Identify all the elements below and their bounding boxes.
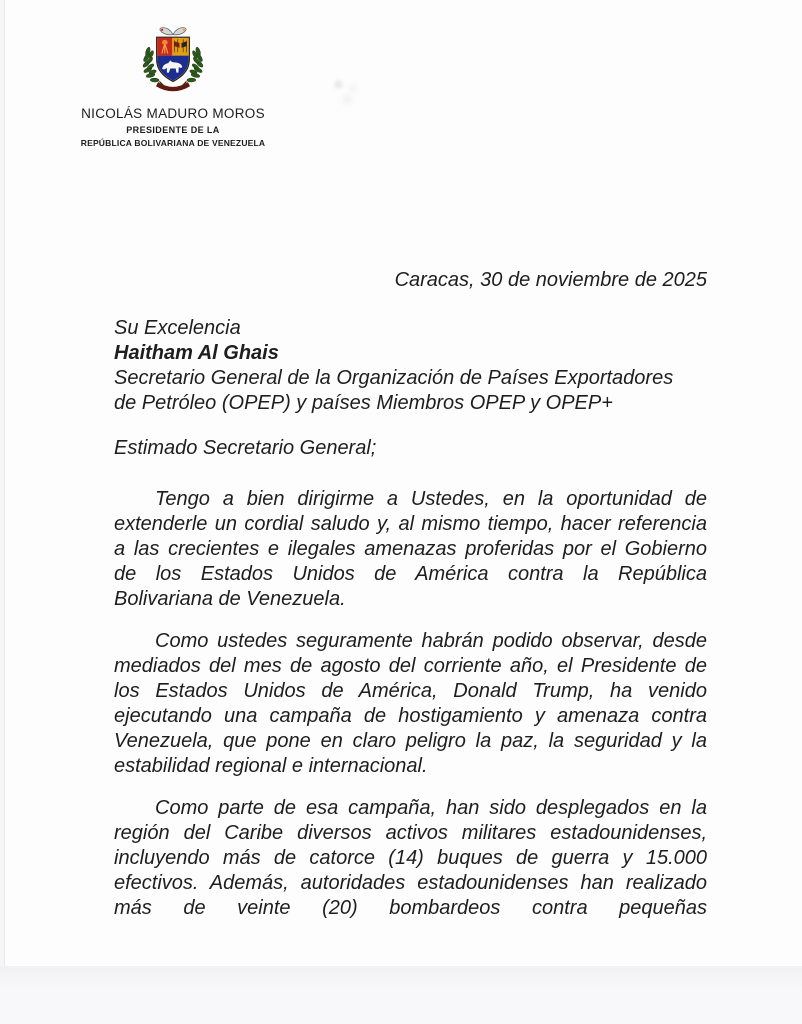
recipient-block (114, 316, 707, 416)
letterhead (62, 24, 284, 148)
paragraph-1 (114, 487, 707, 612)
recipient-title-line1: Secretario General de la Organización de Países Exportadores (114, 367, 674, 389)
paragraph-line: los Estados Unidos de América, Donald Trump, ha venido (114, 680, 707, 702)
letter-body (114, 268, 707, 921)
paragraph-line: región del Caribe diversos activos militares estadounidenses, (114, 822, 707, 844)
paragraph-line: extenderle un cordial saludo y, al mismo tiempo, hacer referencia (114, 513, 707, 535)
paragraph-line: Como ustedes seguramente habrán podido observar, desde (155, 630, 707, 652)
paragraph-line: Tengo a bien dirigirme a Ustedes, en la oportunidad de (155, 488, 707, 510)
venezuela-coat-of-arms-icon (139, 24, 207, 94)
scan-edge-artifact (0, 0, 5, 970)
salutation: Estimado Secretario General; (114, 437, 377, 459)
recipient-name: Haitham Al Ghais (114, 342, 279, 364)
paragraph-line: a las crecientes e ilegales amenazas proferidas por el Gobierno (114, 538, 707, 560)
recipient-title-line2: de Petróleo (OPEP) y países Miembros OPEP y OPEP+ (114, 392, 613, 414)
letterhead-title-line1: PRESIDENTE DE LA (126, 125, 220, 135)
dateline: Caracas, 30 de noviembre de 2025 (394, 269, 707, 291)
paragraph-line: ejecutando una campaña de hostigamiento y amenaza contra (114, 705, 707, 727)
paragraph-line: Bolivariana de Venezuela. (114, 588, 346, 610)
letterhead-name: NICOLÁS MADURO MOROS (81, 106, 265, 121)
paragraph-line: efectivos. Además, autoridades estadounidenses han realizado (114, 872, 707, 894)
paragraph-2 (114, 629, 707, 779)
paragraph-line: más de veinte (20) bombardeos contra pequeñas (114, 897, 707, 919)
recipient-honorific: Su Excelencia (114, 317, 241, 339)
letterhead-title-line2: REPÚBLICA BOLIVARIANA DE VENEZUELA (80, 138, 266, 148)
paragraph-line: Como parte de esa campaña, han sido desplegados en la (155, 797, 707, 819)
paragraph-3 (114, 796, 707, 921)
paragraph-line: Venezuela, que pone en claro peligro la paz, la seguridad y la (114, 730, 707, 752)
paragraph-line: incluyendo más de catorce (14) buques de guerra y 15.000 (114, 847, 707, 869)
paragraph-line: de los Estados Unidos de América contra la República (114, 563, 707, 585)
scan-smudge-artifact (334, 80, 343, 89)
paragraph-line: estabilidad regional e internacional. (114, 755, 428, 777)
scan-page-bottom-edge (0, 966, 802, 1024)
paragraph-line: mediados del mes de agosto del corriente año, el Presidente de (114, 655, 707, 677)
